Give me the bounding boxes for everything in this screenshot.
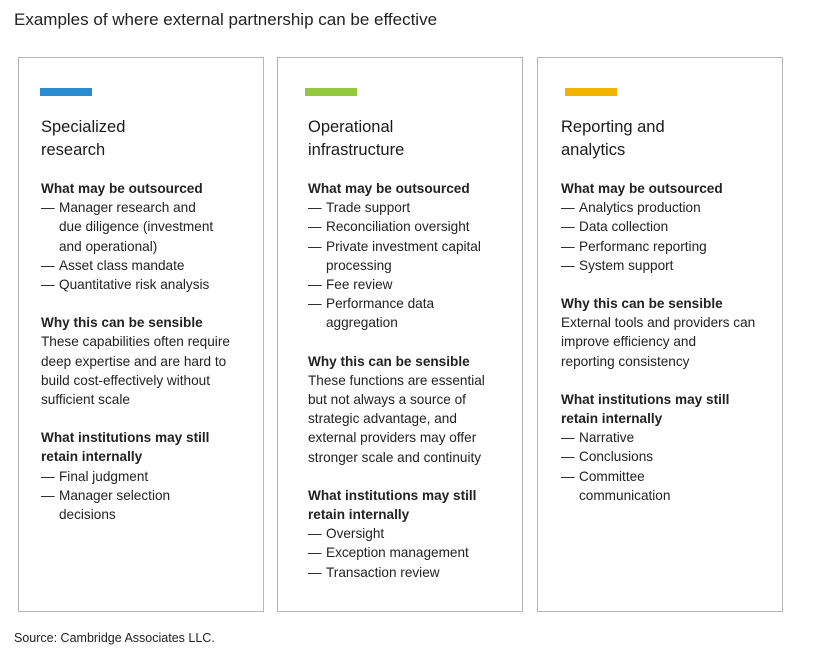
section-why — [308, 352, 512, 467]
list-item — [41, 486, 253, 524]
dash-marker: — — [561, 238, 575, 254]
section-text — [561, 313, 772, 371]
page-title: Examples of where external partnership can be effective — [14, 10, 438, 29]
text-line: deep expertise and are hard to — [41, 353, 227, 369]
accent-bar — [305, 88, 357, 96]
text-line: These functions are essential — [308, 372, 485, 388]
list-item — [561, 198, 772, 217]
text-line: retain internally — [561, 411, 663, 427]
dash-marker: — — [561, 200, 575, 216]
list-item-text — [59, 469, 148, 484]
list-item-text — [326, 565, 440, 580]
list-item-text — [326, 200, 410, 215]
list-item — [308, 198, 512, 217]
list-item-text — [579, 200, 701, 215]
card-specialized-research — [18, 57, 264, 612]
list-item — [308, 524, 512, 543]
section-title — [561, 390, 772, 428]
text-line: analytics — [561, 140, 626, 159]
list-item-text — [326, 239, 481, 273]
list-item — [561, 217, 772, 236]
dash-marker: — — [308, 238, 322, 254]
text-line: infrastructure — [308, 140, 405, 159]
bullet-list — [561, 428, 772, 505]
dash-marker: — — [308, 200, 322, 216]
list-item-text — [59, 488, 170, 522]
text-line: Data collection — [579, 219, 669, 235]
text-line: What institutions may still — [561, 391, 730, 407]
text-line: retain internally — [41, 449, 143, 465]
list-item — [308, 217, 512, 236]
section-outsourced — [41, 179, 253, 294]
dash-marker: — — [561, 468, 575, 484]
card-operational-infrastructure — [277, 57, 523, 612]
section-text — [41, 332, 253, 409]
list-item — [308, 294, 512, 332]
text-line: What institutions may still — [308, 487, 477, 503]
list-item-text — [326, 545, 469, 560]
text-line: Committee — [579, 468, 645, 484]
dash-marker: — — [41, 277, 55, 293]
source-note: Source: Cambridge Associates LLC. — [14, 631, 215, 645]
text-line: sufficient scale — [41, 392, 130, 408]
list-item — [561, 428, 772, 447]
text-line: Final judgment — [59, 468, 149, 484]
dash-marker: — — [308, 296, 322, 312]
card-heading — [561, 116, 772, 161]
section-outsourced — [308, 179, 512, 333]
dash-marker: — — [308, 564, 322, 580]
dash-marker: — — [308, 277, 322, 293]
list-item-text — [59, 277, 209, 292]
section-title: Why this can be sensible — [561, 296, 723, 312]
section-title: What may be outsourced — [308, 181, 470, 196]
text-line: Performance data — [326, 296, 435, 312]
list-item-text — [579, 449, 653, 464]
text-line: external providers may offer — [308, 430, 477, 446]
list-item — [561, 256, 772, 275]
text-line: Reconciliation oversight — [326, 219, 470, 235]
text-line: research — [41, 140, 106, 159]
text-line: aggregation — [326, 315, 398, 331]
list-item — [41, 275, 253, 294]
section-title — [41, 428, 253, 466]
list-item — [308, 563, 512, 582]
dash-marker: — — [41, 468, 55, 484]
list-item-text — [326, 296, 434, 330]
text-line: Operational — [308, 118, 394, 136]
list-item — [561, 467, 772, 505]
dash-marker: — — [561, 430, 575, 446]
list-item-text — [579, 258, 673, 273]
text-line: Manager selection — [59, 487, 171, 503]
dash-marker: — — [308, 545, 322, 561]
list-item-text — [579, 239, 707, 254]
dash-marker: — — [561, 219, 575, 235]
text-line: Trade support — [326, 200, 411, 216]
text-line: Reporting and — [561, 118, 665, 136]
list-item — [308, 237, 512, 275]
text-line: These capabilities often require — [41, 334, 230, 350]
section-title: What may be outsourced — [561, 181, 723, 196]
list-item — [41, 198, 253, 256]
text-line: decisions — [59, 507, 116, 523]
dash-marker: — — [41, 257, 55, 273]
text-line: improve efficiency and — [561, 334, 697, 350]
card-content — [308, 116, 512, 601]
card-heading — [41, 116, 253, 161]
list-item — [41, 467, 253, 486]
text-line: stronger scale and continuity — [308, 449, 482, 465]
dash-marker: — — [308, 526, 322, 542]
card-reporting-analytics — [537, 57, 783, 612]
text-line: Oversight — [326, 526, 385, 542]
section-title: What may be outsourced — [41, 181, 203, 196]
text-line: Exception management — [326, 545, 469, 561]
section-outsourced — [561, 179, 772, 275]
list-item — [561, 447, 772, 466]
list-item-text — [326, 526, 384, 541]
text-line: and operational) — [59, 238, 158, 254]
bullet-list — [561, 198, 772, 275]
text-line: retain internally — [308, 507, 410, 523]
text-line: Conclusions — [579, 449, 654, 465]
section-retain — [308, 486, 512, 582]
bullet-list — [308, 524, 512, 582]
dash-marker: — — [561, 449, 575, 465]
bullet-list — [41, 467, 253, 525]
list-item-text — [579, 430, 634, 445]
text-line: build cost-effectively without — [41, 372, 210, 388]
section-title: Why this can be sensible — [308, 353, 470, 369]
section-retain — [41, 428, 253, 524]
text-line: What institutions may still — [41, 430, 210, 446]
text-line: processing — [326, 257, 392, 273]
text-line: Asset class mandate — [59, 257, 185, 273]
text-line: due diligence (investment — [59, 219, 214, 235]
section-why — [561, 294, 772, 371]
text-line: reporting consistency — [561, 353, 690, 369]
list-item — [308, 543, 512, 562]
card-heading — [308, 116, 512, 161]
accent-bar — [565, 88, 617, 96]
dash-marker: — — [308, 219, 322, 235]
text-line: Private investment capital — [326, 238, 481, 254]
dash-marker: — — [41, 200, 55, 216]
dash-marker: — — [561, 257, 575, 273]
text-line: communication — [579, 487, 671, 503]
list-item-text — [326, 219, 470, 234]
section-text — [308, 371, 512, 467]
list-item — [308, 275, 512, 294]
text-line: Performanc reporting — [579, 238, 707, 254]
text-line: Narrative — [579, 430, 635, 446]
text-line: Quantitative risk analysis — [59, 277, 210, 293]
text-line: Manager research and — [59, 200, 196, 216]
text-line: Transaction review — [326, 564, 440, 580]
text-line: External tools and providers can — [561, 315, 756, 331]
list-item-text — [59, 200, 213, 253]
card-content — [561, 116, 772, 524]
text-line: but not always a source of — [308, 392, 466, 408]
bullet-list — [41, 198, 253, 294]
list-item-text — [579, 469, 670, 503]
list-item-text — [326, 277, 392, 292]
list-item-text — [59, 258, 184, 273]
section-title — [308, 486, 512, 524]
text-line: Analytics production — [579, 200, 701, 216]
text-line: strategic advantage, and — [308, 411, 457, 427]
section-retain — [561, 390, 772, 505]
bullet-list — [308, 198, 512, 332]
section-why — [41, 313, 253, 409]
text-line: System support — [579, 257, 674, 273]
text-line: Specialized — [41, 118, 126, 136]
section-title: Why this can be sensible — [41, 315, 203, 331]
accent-bar — [40, 88, 92, 96]
list-item — [561, 237, 772, 256]
card-content — [41, 116, 253, 543]
dash-marker: — — [41, 487, 55, 503]
list-item-text — [579, 219, 668, 234]
text-line: Fee review — [326, 277, 393, 293]
list-item — [41, 256, 253, 275]
